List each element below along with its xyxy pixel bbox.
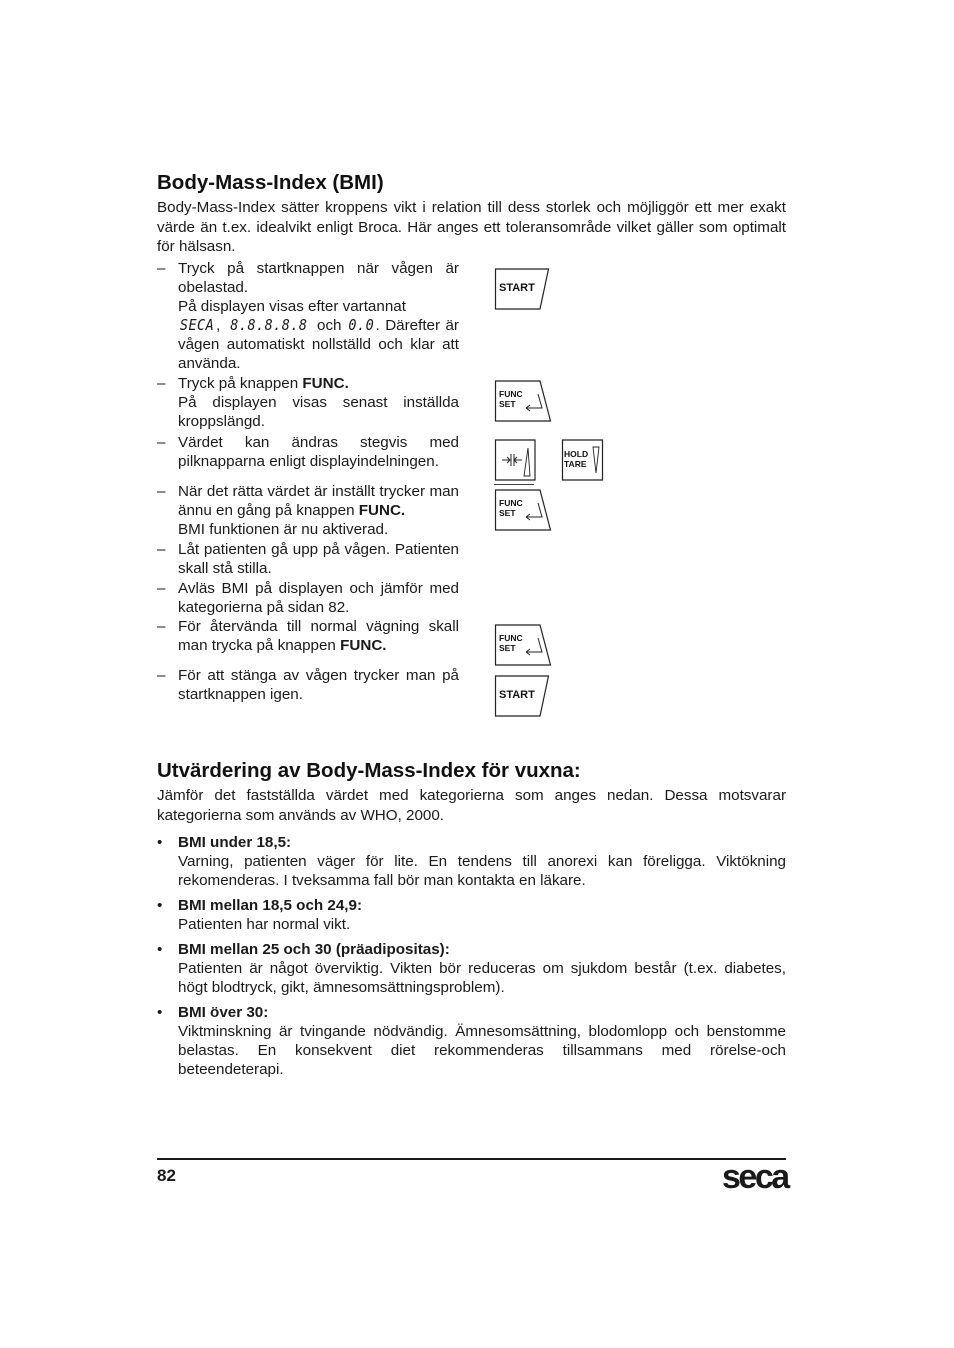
step-6 — [157, 579, 459, 617]
bullet-dot: • — [157, 941, 163, 958]
display-88888: 8.8.8.8.8 — [230, 316, 308, 334]
step-4-text-b: BMI funktionen är nu aktiverad. — [178, 521, 389, 538]
step-dash: – — [157, 580, 166, 597]
seca-logo: seca — [722, 1158, 788, 1196]
step-2-func: FUNC. — [302, 375, 349, 392]
step-3-text: Värdet kan ändras stegvis med pilknapparna enligt displayindelningen. — [178, 434, 459, 470]
step-1-text-b: På displayen visas efter vartannat — [178, 298, 406, 315]
step-3 — [157, 433, 459, 471]
step-2-text-b: På displayen visas senast inställda kroppslängd. — [178, 394, 459, 430]
bullet-dot: • — [157, 834, 163, 851]
step-dash: – — [157, 434, 166, 451]
step-1-comma: , — [216, 317, 221, 334]
step-6-text: Avläs BMI på displayen och jämför med kategorierna på sidan 82. — [178, 580, 459, 616]
step-7-text-a: För återvända till normal vägning skall man trycka på knappen — [178, 618, 459, 654]
hold-key-line2: TARE — [564, 458, 587, 469]
func-key-line2: SET — [499, 642, 516, 653]
func-set-button-icon — [494, 380, 552, 422]
bmi-category-4-heading: BMI över 30: — [178, 1004, 269, 1021]
footer-rule — [157, 1158, 786, 1160]
func-key-line1: FUNC — [499, 633, 523, 643]
arrow-down-button-icon — [494, 439, 537, 481]
step-2-text-a: Tryck på knappen — [178, 375, 299, 392]
bmi-category-2-text: Patienten har normal vikt. — [178, 916, 351, 933]
func-key-label — [499, 390, 523, 409]
func-key-line1: FUNC — [499, 389, 523, 399]
step-5-text: Låt patienten gå upp på vågen. Patienten skall stå stilla. — [178, 541, 459, 577]
step-5 — [157, 540, 459, 578]
step-dash: – — [157, 260, 166, 277]
page-number: 82 — [157, 1166, 176, 1185]
step-4-text-a: När det rätta värdet är inställt trycker man ännu en gång på knappen — [178, 483, 459, 519]
func-set-button-icon — [494, 489, 552, 531]
func-key-label — [499, 499, 523, 518]
step-4 — [157, 482, 459, 539]
evaluation-intro: Jämför det fastställda värdet med kategorierna som anges nedan. Dessa motsvarar kategorierna som används av WHO, 2000. — [157, 787, 786, 824]
bmi-category-1-text: Varning, patienten väger för lite. En tendens till anorexi kan föreligga. Viktökning rekomenderas. I tveksamma fall bör man kontakta en läkare. — [178, 853, 786, 889]
bmi-category-3-text: Patienten är något överviktig. Vikten bör reduceras om sjukdom består (t.ex. diabetes, högt blodtryck, gikt, ämnesomsättningsproblem). — [178, 960, 786, 996]
start-key-label: START — [499, 689, 535, 701]
bullet-dot: • — [157, 897, 163, 914]
step-dash: – — [157, 541, 166, 558]
step-2 — [157, 374, 459, 431]
step-dash: – — [157, 375, 166, 392]
bullet-dot: • — [157, 1004, 163, 1021]
start-button-icon — [494, 675, 550, 717]
step-7 — [157, 617, 459, 655]
step-1-text-a: Tryck på startknappen när vågen är obelastad. — [178, 260, 459, 296]
bmi-category-1 — [157, 833, 786, 890]
step-1-text-c: . Därefter är vågen automatiskt nollställd och klar att använda. — [178, 317, 459, 372]
step-8-text: För att stänga av vågen trycker man på startknappen igen. — [178, 667, 459, 703]
bmi-category-3-heading: BMI mellan 25 och 30 (präadipositas): — [178, 941, 450, 958]
start-key-label: START — [499, 282, 535, 294]
func-key-line2: SET — [499, 507, 516, 518]
step-dash: – — [157, 483, 166, 500]
section-title-evaluation: Utvärdering av Body-Mass-Index för vuxna: — [157, 759, 581, 782]
step-1 — [157, 259, 459, 373]
step-4-func: FUNC. — [358, 502, 406, 519]
func-key-line1: FUNC — [499, 498, 523, 508]
bmi-intro: Body-Mass-Index sätter kroppens vikt i relation till dess storlek och möjliggör ett mer exakt värde än t.ex. idealvikt enligt Broca. Här anges ett toleransområde vilket gäller som optimalt för hälsasn. — [157, 199, 786, 255]
section-title-bmi: Body-Mass-Index (BMI) — [157, 171, 384, 194]
bmi-category-3 — [157, 940, 786, 997]
bmi-category-2-heading: BMI mellan 18,5 och 24,9: — [178, 897, 363, 914]
bmi-category-2 — [157, 896, 786, 934]
hold-tare-button-icon — [561, 439, 604, 481]
func-key-label — [499, 634, 523, 653]
hold-key-label — [564, 450, 588, 469]
start-button-icon — [494, 268, 550, 310]
hold-key-line1: HOLD — [564, 449, 589, 459]
bmi-category-4-text: Viktminskning är tvingande nödvändig. Ämnesomsättning, blodomlopp och benstomme belastas. En konsekvent diet rekommenderas tillsammans med rörelse-och beteendeterapi. — [178, 1023, 786, 1078]
arrow-key-outline — [494, 439, 537, 481]
step-7-func: FUNC. — [340, 637, 387, 654]
display-00: 0.0 — [348, 316, 375, 334]
step-dash: – — [157, 618, 166, 635]
arrow-key-underline — [494, 484, 534, 485]
display-seca: SECA — [179, 316, 215, 334]
step-dash: – — [157, 667, 166, 684]
bmi-category-1-heading: BMI under 18,5: — [178, 834, 292, 851]
func-set-button-icon — [494, 624, 552, 666]
func-key-line2: SET — [499, 398, 516, 409]
step-1-och: och — [317, 317, 342, 334]
step-8 — [157, 666, 459, 704]
bmi-category-4 — [157, 1003, 786, 1079]
